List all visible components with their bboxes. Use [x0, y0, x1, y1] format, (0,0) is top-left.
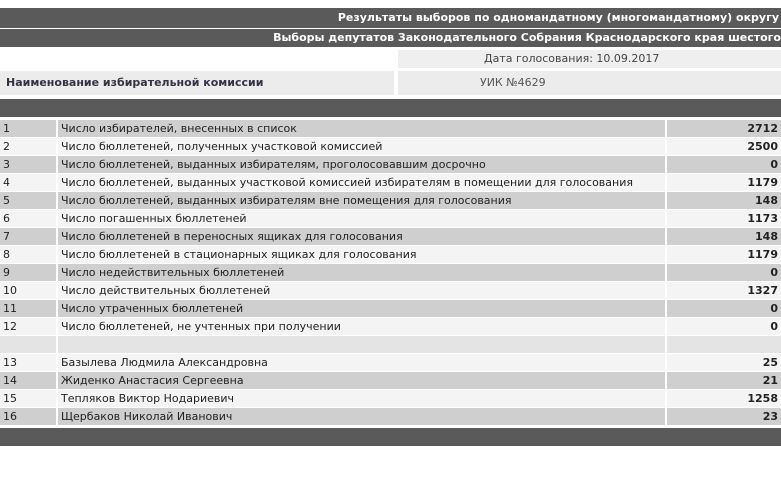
table-row: [0, 318, 781, 336]
row-value: 2712: [667, 120, 781, 137]
row-number: 1: [0, 120, 56, 137]
row-value: 0: [667, 156, 781, 173]
row-label: Число бюллетеней, выданных избирателям вне помещения для голосования: [58, 192, 665, 209]
row-label: Число недействительных бюллетеней: [58, 264, 665, 281]
row-value: 1179: [667, 246, 781, 263]
voting-date-label: Дата голосования:: [484, 52, 593, 65]
table-spacer-row: [0, 336, 781, 354]
table-row: [0, 264, 781, 282]
candidate-name: Жиденко Анастасия Сергеевна: [58, 372, 665, 389]
row-number: 6: [0, 210, 56, 227]
row-label: Число утраченных бюллетеней: [58, 300, 665, 317]
row-number: 11: [0, 300, 56, 317]
row-value: 2500: [667, 138, 781, 155]
candidate-votes: 23: [667, 408, 781, 425]
results-title: Результаты выборов по одномандатному (многомандатному) округу: [337, 11, 779, 24]
row-value: 148: [667, 228, 781, 245]
row-number: 3: [0, 156, 56, 173]
row-label: Число бюллетеней, выданных избирателям, проголосовавшим досрочно: [58, 156, 665, 173]
row-value: 148: [667, 192, 781, 209]
row-label: Число избирателей, внесенных в список: [58, 120, 665, 137]
commission-value: УИК №4629: [398, 71, 781, 95]
row-number: 14: [0, 372, 56, 389]
row-value: 0: [667, 264, 781, 281]
row-number: 10: [0, 282, 56, 299]
row-value: 1327: [667, 282, 781, 299]
candidate-row: [0, 408, 781, 426]
voting-date-cell: [398, 50, 781, 68]
table-row: [0, 300, 781, 318]
row-number: 12: [0, 318, 56, 335]
candidate-row: [0, 390, 781, 408]
candidate-name: Тепляков Виктор Нодариевич: [58, 390, 665, 407]
table-row: [0, 192, 781, 210]
row-label: Число бюллетеней в стационарных ящиках для голосования: [58, 246, 665, 263]
row-label: Число бюллетеней, выданных участковой комиссией избирателям в помещении для голосования: [58, 174, 665, 191]
table-header-separator: [0, 99, 781, 117]
row-value: 0: [667, 318, 781, 335]
candidate-votes: 21: [667, 372, 781, 389]
voting-date-value: 10.09.2017: [596, 52, 660, 65]
row-label: Число бюллетеней, полученных участковой комиссией: [58, 138, 665, 155]
row-label: Число бюллетеней в переносных ящиках для голосования: [58, 228, 665, 245]
table-row: [0, 228, 781, 246]
spacer-cell: [667, 336, 781, 353]
candidate-votes: 1258: [667, 390, 781, 407]
row-number: 8: [0, 246, 56, 263]
row-value: 1173: [667, 210, 781, 227]
election-title-bar: [0, 29, 781, 47]
row-value: 0: [667, 300, 781, 317]
row-number: 15: [0, 390, 56, 407]
row-number: 5: [0, 192, 56, 209]
voting-date-row: [0, 50, 781, 68]
table-row: [0, 138, 781, 156]
candidate-name: Щербаков Николай Иванович: [58, 408, 665, 425]
spacer-cell: [58, 336, 665, 353]
candidate-votes: 25: [667, 354, 781, 371]
candidate-row: [0, 372, 781, 390]
row-label: Число действительных бюллетеней: [58, 282, 665, 299]
table-row: [0, 120, 781, 138]
row-value: 1179: [667, 174, 781, 191]
row-number: 7: [0, 228, 56, 245]
row-number: 9: [0, 264, 56, 281]
results-table: [0, 120, 781, 426]
row-number: 13: [0, 354, 56, 371]
results-title-bar: [0, 8, 781, 28]
table-row: [0, 282, 781, 300]
table-footer-separator: [0, 428, 781, 446]
table-row: [0, 246, 781, 264]
table-row: [0, 174, 781, 192]
row-label: Число бюллетеней, не учтенных при получении: [58, 318, 665, 335]
commission-label: Наименование избирательной комиссии: [0, 71, 394, 95]
row-label: Число погашенных бюллетеней: [58, 210, 665, 227]
table-row: [0, 156, 781, 174]
election-title: Выборы депутатов Законодательного Собрания Краснодарского края шестого: [273, 31, 781, 44]
commission-row: [0, 71, 781, 95]
candidate-row: [0, 354, 781, 372]
spacer-cell: [0, 336, 56, 353]
row-number: 2: [0, 138, 56, 155]
table-row: [0, 210, 781, 228]
row-number: 4: [0, 174, 56, 191]
candidate-name: Базылева Людмила Александровна: [58, 354, 665, 371]
row-number: 16: [0, 408, 56, 425]
